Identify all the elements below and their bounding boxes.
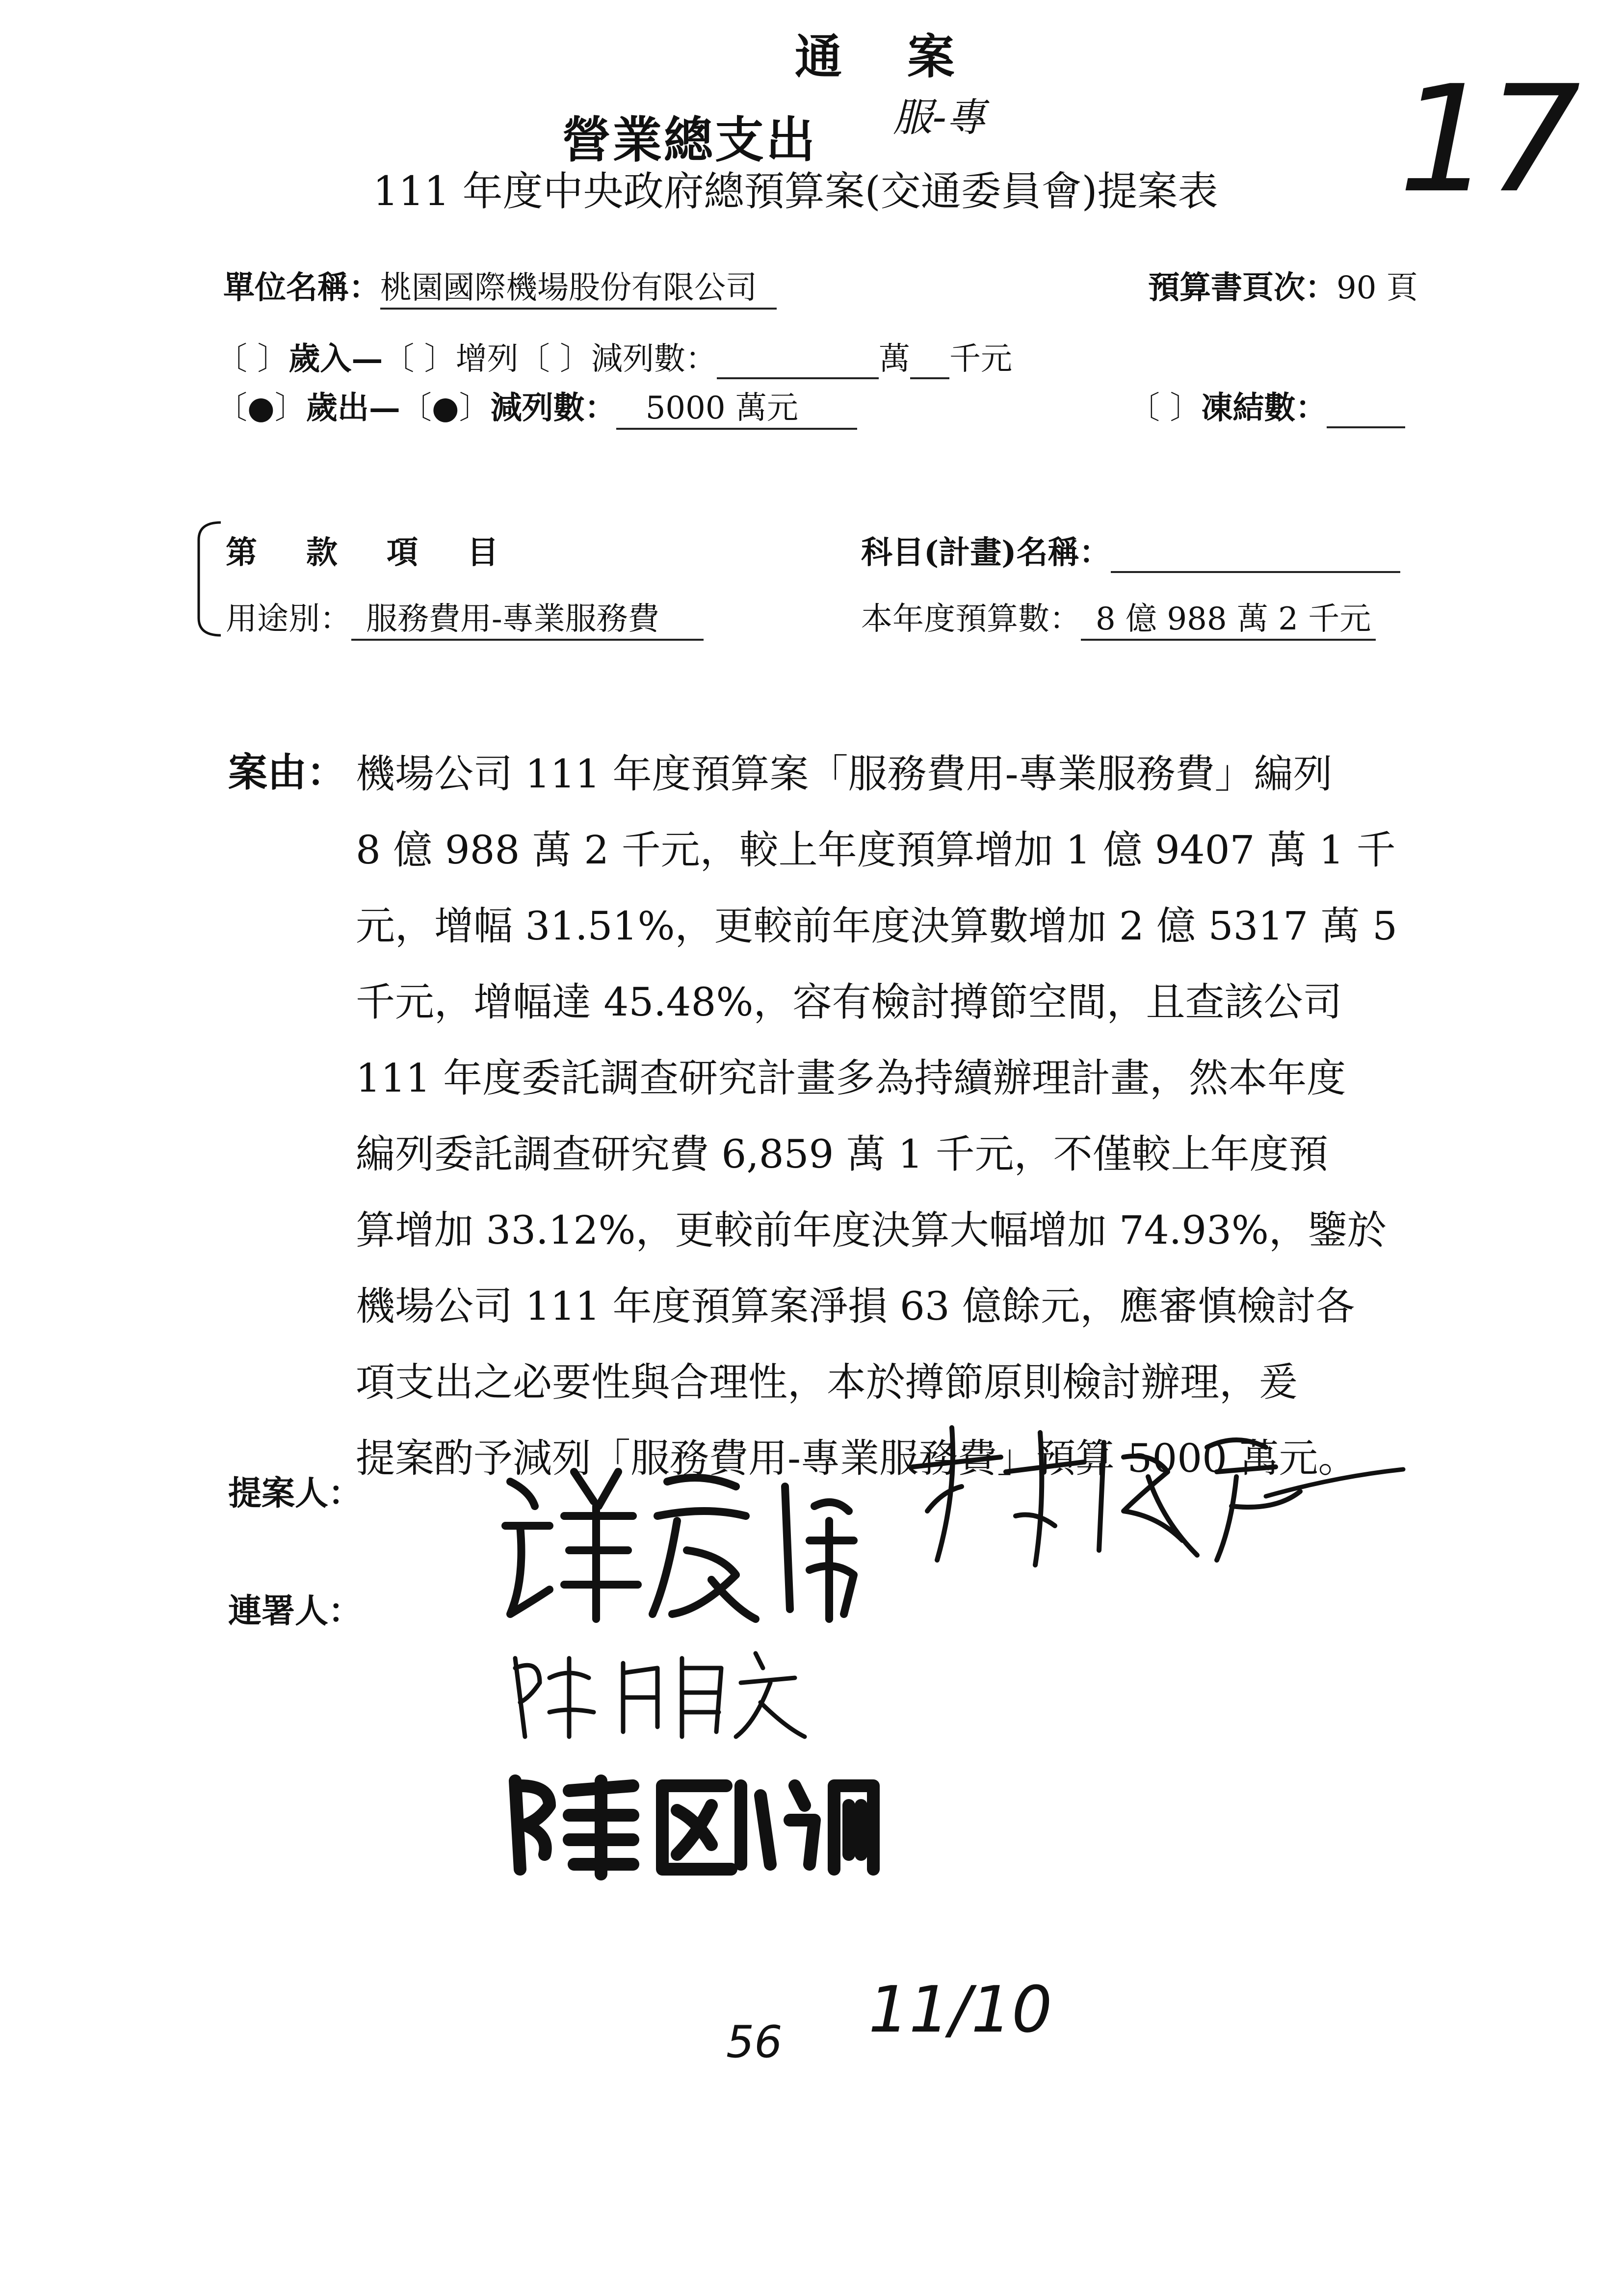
- budget-page-value: 90 頁: [1336, 270, 1418, 306]
- revenue-label: 歲入—: [288, 340, 383, 377]
- stamp-category-prefix: 營業總支出: [562, 111, 817, 169]
- reason-line: 千元，增幅達 45.48%，容有檢討撙節空間，且查該公司: [356, 979, 1342, 1025]
- page-number: 17: [1398, 54, 1576, 225]
- reason-line: 算增加 33.12%，更較前年度決算大幅增加 74.93%，鑒於: [356, 1207, 1387, 1253]
- purpose-label: 用途別：: [226, 601, 351, 637]
- handwritten-category-note: 服-專: [893, 95, 986, 140]
- revenue-unit-qian: 千元: [949, 341, 1013, 377]
- classification-bracket: [194, 520, 223, 638]
- purpose-value: 服務費用-專業服務費: [351, 594, 704, 641]
- expenditure-decrease-label: 減列數：: [490, 390, 616, 426]
- expenditure-checkbox: 〔●〕: [216, 390, 306, 426]
- revenue-decrease-checkbox: 〔 〕: [518, 341, 592, 377]
- revenue-increase-label: 增列: [455, 341, 519, 377]
- revenue-row: [216, 334, 1012, 379]
- freeze-blank: [1327, 390, 1405, 428]
- reason-line: 項支出之必要性與合理性，本於撙節原則檢討辦理，爰: [356, 1359, 1298, 1405]
- revenue-increase-checkbox: 〔 〕: [383, 341, 456, 377]
- unit-label: 單位名稱：: [223, 269, 380, 306]
- revenue-wan-blank: [717, 341, 879, 379]
- expenditure-row: [216, 383, 857, 430]
- reason-line: 機場公司 111 年度預算案淨損 63 億餘元，應審慎檢討各: [356, 1283, 1355, 1329]
- expenditure-decrease-value: 5000 萬元: [616, 383, 857, 430]
- purpose-row: [226, 594, 704, 641]
- subject-row: [861, 527, 1400, 573]
- reason-label: 案由：: [228, 749, 346, 795]
- page-title: 111 年度中央政府總預算案(交通委員會)提案表: [373, 168, 1218, 215]
- reason-body: [356, 736, 1397, 1496]
- signature-4: [496, 1766, 888, 1884]
- current-budget-label: 本年度預算數：: [861, 601, 1081, 637]
- budget-page-label: 預算書頁次：: [1148, 269, 1336, 306]
- expenditure-label: 歲出—: [306, 390, 400, 426]
- section-label: 第 款 項 目: [226, 534, 507, 571]
- current-budget-row: [861, 594, 1376, 641]
- signature-1: [491, 1452, 873, 1639]
- revenue-qian-blank: [910, 341, 949, 379]
- reason-line: 提案酌予減列「服務費用-專業服務費」預算 5000 萬元。: [356, 1435, 1358, 1481]
- unit-value: 桃園國際機場股份有限公司: [380, 262, 777, 310]
- freeze-label: 凍結數：: [1201, 390, 1327, 426]
- freeze-row: [1128, 383, 1405, 428]
- reason-line: 機場公司 111 年度預算案「服務費用-專業服務費」編列: [356, 751, 1333, 797]
- cosigner-label: 連署人：: [228, 1592, 362, 1631]
- reason-line: 111 年度委託調查研究計畫多為持續辦理計畫，然本年度: [356, 1055, 1346, 1101]
- subject-label: 科目(計畫)名稱：: [861, 534, 1111, 571]
- freeze-checkbox: 〔 〕: [1128, 390, 1202, 426]
- unit-row: [223, 262, 777, 310]
- expenditure-decrease-checkbox: 〔●〕: [400, 390, 491, 426]
- current-budget-value: 8 億 988 萬 2 千元: [1081, 594, 1376, 641]
- reason-line: 元，增幅 31.51%，更較前年度決算數增加 2 億 5317 萬 5: [356, 903, 1398, 949]
- proposer-label: 提案人：: [228, 1474, 362, 1513]
- reason-line: 8 億 988 萬 2 千元，較上年度預算增加 1 億 9407 萬 1 千: [356, 827, 1396, 873]
- budget-page-row: [1148, 262, 1418, 308]
- signature-3: [496, 1639, 810, 1747]
- footer-note-number: 56: [726, 2016, 783, 2068]
- revenue-decrease-label: 減列數：: [591, 341, 717, 377]
- subject-blank: [1111, 535, 1400, 573]
- stamp-approved: 通 案: [795, 29, 979, 84]
- signature-2: [893, 1413, 1408, 1575]
- footer-note-date: 11/10: [868, 1972, 1052, 2047]
- revenue-unit-wan: 萬: [879, 341, 911, 377]
- revenue-checkbox: 〔 〕: [216, 341, 289, 377]
- reason-line: 編列委託調查研究費 6,859 萬 1 千元，不僅較上年度預: [356, 1131, 1328, 1177]
